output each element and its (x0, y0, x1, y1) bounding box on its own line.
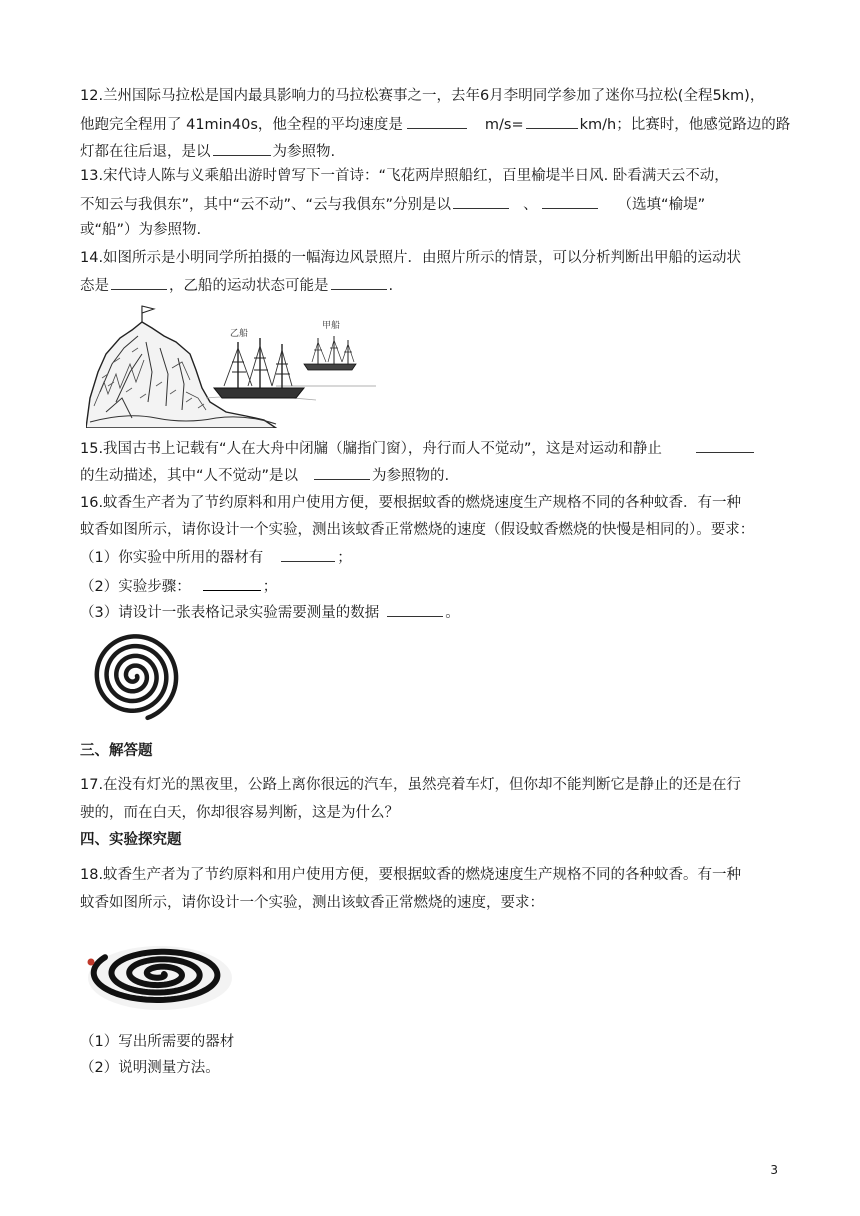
q16-line2: 蚊香如图所示，请你设计一个实验，测出该蚊香正常燃烧的速度（假设蚊香燃烧的快慢是相同的）。要求： (80, 522, 755, 538)
q12-text-c: km/h；比赛时，他感觉路边的路 (579, 117, 791, 133)
blank-reference-13b[interactable] (542, 194, 598, 209)
section-heading-3: 三、解答题 (80, 743, 153, 759)
q16-sub1-text: （1）你实验中所用的器材有 (80, 550, 264, 566)
label-ship-yi: 乙船 (230, 329, 249, 339)
page-number: 3 (770, 1163, 778, 1177)
q13-text-c: （选填“榆堤” (617, 197, 706, 213)
blank-speed-kmh[interactable] (526, 114, 578, 129)
blank-ship-jia-state[interactable] (111, 275, 167, 290)
q15-line1 (80, 438, 754, 459)
q18-line2: 蚊香如图所示，请你设计一个实验，测出该蚊香正常燃烧的速度，要求： (80, 895, 544, 911)
q15-text-a: 15.我国古书上记载有“人在大舟中闭牖（牖指门窗），舟行而人不觉动”，这是对运动和静止 (80, 441, 662, 457)
q14-line1: 14.如图所示是小明同学所拍摄的一幅海边风景照片．由照片所示的情景，可以分析判断出甲船的运动状 (80, 250, 742, 266)
blank-reference-15[interactable] (314, 465, 370, 480)
q18-sub2: （2）说明测量方法。 (80, 1060, 220, 1076)
blank-motion-relativity[interactable] (696, 438, 754, 453)
q14-text-a: 态是 (80, 278, 109, 294)
q13-text-b: 、 (523, 197, 538, 213)
q14-text-c: . (388, 278, 394, 294)
q14-line2 (80, 275, 393, 296)
mosquito-coil-spiral-figure (86, 628, 182, 724)
q16-sub2 (80, 576, 277, 597)
blank-ship-yi-state[interactable] (331, 275, 387, 290)
section-heading-4: 四、实验探究题 (80, 832, 182, 848)
q14-text-b: ，乙船的运动状态可能是 (169, 278, 329, 294)
q16-line1: 16.蚊香生产者为了节约原料和用户使用方便，要根据蚊香的燃烧速度生产规格不同的各种蚊香．有一种 (80, 495, 742, 511)
blank-speed-ms[interactable] (407, 114, 467, 129)
q12-line3 (80, 141, 335, 162)
q16-sub1-end: ； (337, 550, 352, 566)
q12-line2 (80, 114, 790, 135)
label-ship-jia: 甲船 (322, 321, 341, 331)
q17-line2: 驶的，而在白天，你却很容易判断，这是为什么？ (80, 805, 399, 821)
q13-line1: 13.宋代诗人陈与义乘船出游时曾写下一首诗：“飞花两岸照船红，百里榆堤半日风. 卧看满天云不动， (80, 168, 729, 184)
q15-text-c: 为参照物的. (372, 468, 450, 484)
q15-line2 (80, 465, 449, 486)
q13-line2 (80, 194, 705, 215)
q16-sub1 (80, 547, 352, 568)
mosquito-coil-perspective-figure (84, 924, 236, 1016)
q16-sub2-text: （2）实验步骤： (80, 579, 191, 595)
burning-tip (88, 959, 95, 966)
q13-text-a: 不知云与我俱东”，其中“云不动”、“云与我俱东”分别是以 (80, 197, 452, 213)
q17-line1: 17.在没有灯光的黑夜里，公路上离你很远的汽车，虽然亮着车灯，但你却不能判断它是静止的还是在行 (80, 777, 742, 793)
blank-reference-13a[interactable] (453, 194, 509, 209)
q13-line3: 或“船”）为参照物. (80, 222, 202, 238)
blank-equipment-16[interactable] (281, 547, 335, 562)
q16-sub3 (80, 602, 460, 623)
q18-sub1: （1）写出所需要的器材 (80, 1034, 235, 1050)
q16-sub2-end: ； (262, 579, 278, 595)
blank-reference-12[interactable] (213, 141, 271, 156)
q12-line1: 12.兰州国际马拉松是国内最具影响力的马拉松赛事之一，去年6月李明同学参加了迷你马拉松(全程5km)， (80, 88, 765, 104)
blank-steps-16[interactable] (203, 576, 261, 591)
q12-text-a: 他跑完全程用了 41min40s，他全程的平均速度是 (80, 117, 403, 133)
q12-text-b: m/s= (484, 117, 524, 133)
q16-sub3-text: （3）请设计一张表格记录实验需要测量的数据 (80, 605, 380, 621)
blank-data-table-16[interactable] (387, 602, 443, 617)
q18-line1: 18.蚊香生产者为了节约原料和用户使用方便，要根据蚊香的燃烧速度生产规格不同的各种蚊香。有一种 (80, 867, 742, 883)
q12-text-d: 灯都在往后退，是以 (80, 144, 211, 160)
q16-sub3-end: 。 (445, 605, 460, 621)
q15-text-b: 的生动描述，其中“人不觉动”是以 (80, 468, 299, 484)
seaside-ships-figure (86, 302, 376, 428)
q12-text-e: 为参照物. (272, 144, 336, 160)
